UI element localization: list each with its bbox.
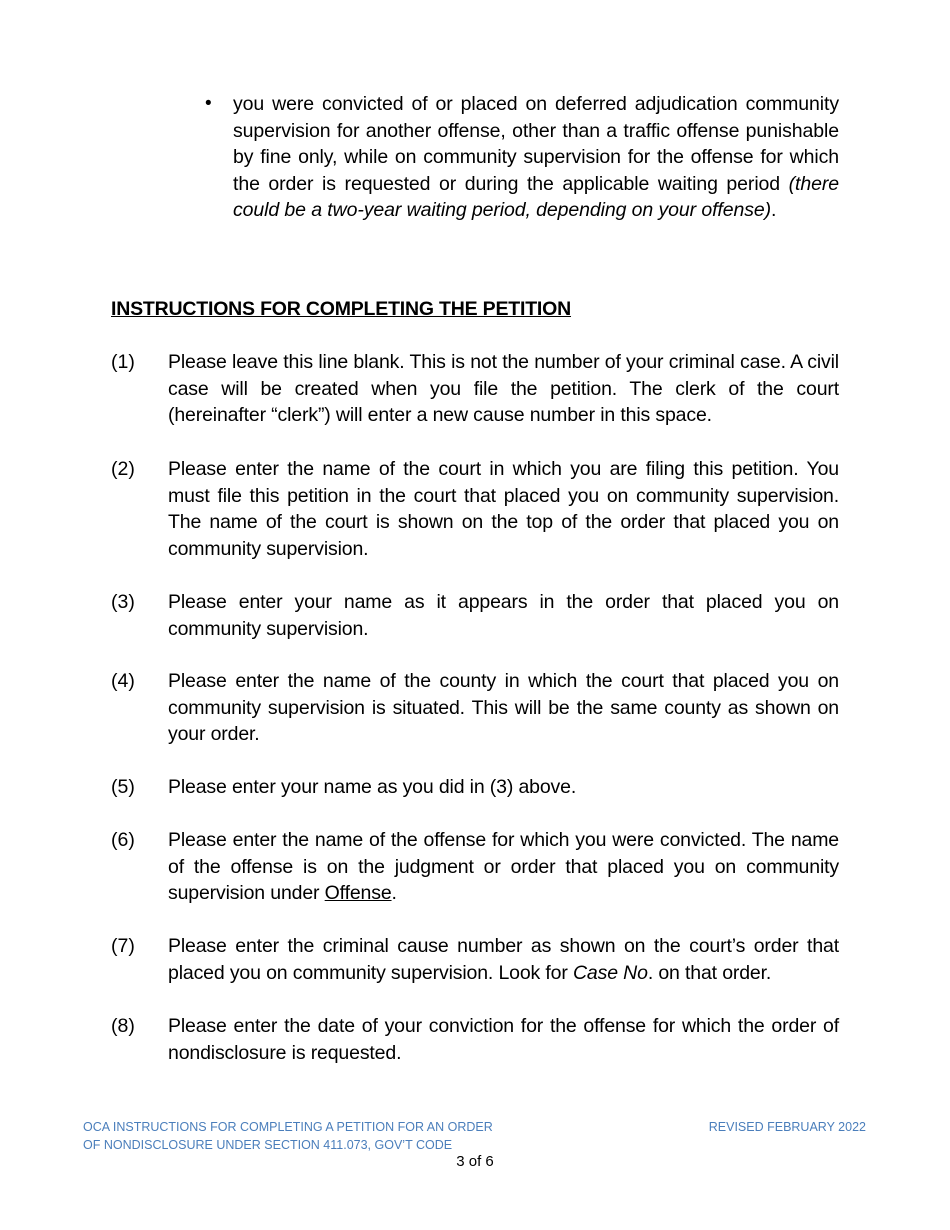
item-number: (4) — [111, 670, 135, 692]
item-number: (1) — [111, 351, 135, 373]
bullet-icon: • — [205, 93, 212, 114]
footer-revision-date: REVISED FEBRUARY 2022 — [708, 1120, 866, 1134]
bullet-italic-note: (there could be a two-year waiting period, depending on your offense) — [233, 172, 839, 221]
item-number: (3) — [111, 591, 135, 613]
footer-document-title: OCA INSTRUCTIONS FOR COMPLETING A PETITION FOR AN ORDER OF NONDISCLOSURE UNDER SECTION 411.073, GOV’T CODE — [83, 1120, 493, 1152]
item-text: Please leave this line blank. This is not the number of your criminal case. A civil case will be created when you file the petition. The clerk of the court (hereinafter “clerk”) will enter a new cause number in this space. — [168, 351, 839, 426]
item-text: Please enter the name of the county in which the court that placed you on community supervision is situated. This will be the same county as shown on your order. — [168, 670, 839, 745]
bullet-text: you were convicted of or placed on deferred adjudication community supervision for another offense, other than a traffic offense punishable by fine only, while on community supervision for the offense for which the order is requested or during the applicable waiting period (there could be a two-year waiting period, depending on your offense). — [233, 93, 839, 221]
item-number: (5) — [111, 776, 135, 798]
offense-term: Offense — [324, 882, 392, 904]
item-number: (2) — [111, 458, 135, 480]
case-no-term: Case No — [572, 961, 648, 984]
item-text: Please enter the name of the court in which you are filing this petition. You must file this petition in the court that placed you on community supervision. The name of the court is shown on the top of the order that placed you on community supervision. — [168, 458, 839, 560]
item-number: (8) — [111, 1015, 135, 1037]
item-text: Please enter the criminal cause number as shown on the court’s order that placed you on community supervision. Look for Case No. on that order. — [168, 935, 839, 984]
item-text: Please enter the date of your conviction for the offense for which the order of nondisclosure is requested. — [168, 1015, 839, 1064]
item-number: (7) — [111, 935, 135, 957]
item-text: Please enter the name of the offense for which you were convicted. The name of the offense is on the judgment or order that placed you on community supervision under Offense. — [168, 829, 839, 904]
section-heading: INSTRUCTIONS FOR COMPLETING THE PETITION — [111, 298, 572, 320]
page-number: 3 of 6 — [456, 1153, 494, 1170]
item-text: Please enter your name as you did in (3) above. — [168, 776, 577, 798]
item-number: (6) — [111, 829, 135, 851]
item-text: Please enter your name as it appears in the order that placed you on community supervision. — [168, 591, 839, 640]
